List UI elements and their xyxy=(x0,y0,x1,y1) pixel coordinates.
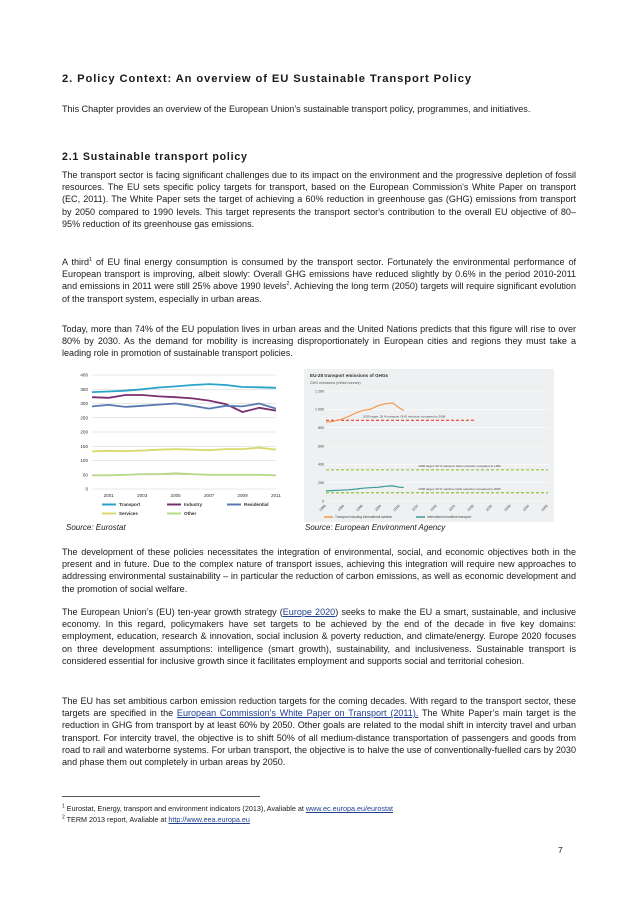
chart-ghg-emissions xyxy=(304,369,554,522)
y-tick-600: 600 xyxy=(318,444,324,449)
y-tick-200: 200 xyxy=(80,429,88,435)
europe-2020-link[interactable]: Europe 2020 xyxy=(282,607,336,617)
x-tick-1990: 1990 xyxy=(318,503,327,513)
white-paper-link[interactable]: European Commission's White Paper on Transport (2011). xyxy=(176,708,419,719)
eea-link[interactable]: http://www.eea.europa.eu xyxy=(168,815,250,824)
series-line-residential xyxy=(92,404,276,409)
y-tick-0: 0 xyxy=(85,486,88,492)
x-tick-2035: 2035 xyxy=(485,503,494,513)
paragraph-5-b: ) seeks to make the EU a smart, sustainable, and inclusive economy. In this regard, policymakers have set targets to be achieved by the end of the decade in five key domains: employment, education, research & innovation, social inclusion & poverty reduction, and climate/energy. Europe 2020 focuses on three development assumptions: intelligence (smart growth), sustainability, and inclusiveness. Sustainable transport is considered essential for inclusive growth since it facilitates employment and supports social and territorial cohesion. xyxy=(62,607,577,666)
footnote-1-text: Eurostat, Energy, transport and environment indicators (2013), Avaliable at xyxy=(66,804,306,813)
paragraph-6 xyxy=(62,695,576,768)
paragraph-6-b: The White Paper’s main target is the reduction in GHG from transport by at least 60% by 2050. Other goals are related to the modal shift in intercity travel and urban transport. For intercity travel, the objective is to shift 50% of all medium-distance transportation of passengers and goods from road to rail and waterborne systems. For urban transport, the objective is to halve the use of conventionally-fuelled cars by 2030 and phase them out completely in urban areas by 2050. xyxy=(62,708,576,768)
page-number: 7 xyxy=(558,845,563,855)
y-tick-350: 350 xyxy=(80,386,88,392)
section-heading: 2. Policy Context: An overview of EU Sustainable Transport Policy xyxy=(62,73,472,85)
target-label-2: 2050 target: 60 % transport GHG reduction compared to 1990 xyxy=(418,463,501,468)
target-label-3: 2050 target: 40 % maritime GHG reduction compared to 2005 xyxy=(418,486,501,491)
chart-y-label: GHG emissions (million tonnes) xyxy=(310,381,361,385)
chart-title: EU-28 transport emissions of GHGs xyxy=(310,373,389,378)
y-tick-300: 300 xyxy=(80,401,88,407)
y-tick-250: 250 xyxy=(80,415,88,421)
legend-label-transport-including-international-aviation: Transport including international aviation xyxy=(335,515,393,519)
footnote-1-number: 1 xyxy=(62,803,65,810)
paragraph-5 xyxy=(62,606,576,667)
chart-background xyxy=(304,369,554,522)
series-lines xyxy=(92,384,276,475)
x-tick-2025: 2025 xyxy=(448,503,457,513)
subsection-heading: 2.1 Sustainable transport policy xyxy=(62,151,248,163)
paragraph-3: Today, more than 74% of the EU population lives in urban areas and the United Nations predicts that this figure will rise to over 80% by 2030. As the demand for mobility is increasing disproportionately in European cities and regions they must take a leading role in promotion of sustainable transport policies. xyxy=(62,324,576,359)
y-tick-200: 200 xyxy=(318,480,324,485)
chart-energy-by-sector xyxy=(62,369,284,522)
x-tick-2005: 2005 xyxy=(374,503,383,513)
x-tick-2015: 2015 xyxy=(411,503,420,513)
source-eea: Source: European Environment Agency xyxy=(305,523,446,532)
paragraph-1: The transport sector is facing significant challenges due to its impact on the environment and the progressive depletion of fossil resources. The EU sets specific policy targets for transport, based on the European Commission's White Paper on transport (EC, 2011). The White Paper sets the target of achieving a 60% reduction in greenhouse gas (GHG) emissions from transport by 2050 compared to 1990 levels. This target represents the transport sector's contribution to the overall EU objective of 80–95% reduction of its greenhouse gas emissions. xyxy=(62,170,576,229)
chart-grid xyxy=(92,375,276,489)
footnote-ref-2[interactable]: 2 xyxy=(286,281,290,288)
footnote-2 xyxy=(62,815,250,824)
x-tick-2030: 2030 xyxy=(466,503,475,513)
x-tick-2001: 2001 xyxy=(103,493,114,498)
x-tick-2010: 2010 xyxy=(392,503,401,513)
x-tick-2045: 2045 xyxy=(522,503,531,513)
x-tick-2007: 2007 xyxy=(203,493,215,498)
x-tick-2040: 2040 xyxy=(503,503,512,513)
legend-label-international-maritime-transport: International maritime transport xyxy=(427,515,472,519)
footnote-ref-1[interactable]: 1 xyxy=(89,256,93,263)
series-line-transport xyxy=(92,384,276,392)
paragraph-6-a: The EU has set ambitious carbon emission reduction targets for the coming decades. With regard to the transport sector, these targets are specified in the xyxy=(62,696,576,719)
y-tick-50: 50 xyxy=(82,472,88,478)
y-tick-1-200: 1 200 xyxy=(315,389,324,394)
paragraph-5-a: The European Union’s (EU) ten-year growth strategy ( xyxy=(62,607,283,617)
y-tick-400: 400 xyxy=(80,372,88,378)
series-line-services xyxy=(92,448,276,452)
x-tick-2000: 2000 xyxy=(355,503,364,513)
y-tick-800: 800 xyxy=(318,425,324,430)
y-tick-100: 100 xyxy=(80,458,88,464)
paragraph-2-c: . Achieving the long term (2050) targets will require significant evolution of the transport system, especially in urban areas. xyxy=(62,281,576,304)
legend-label-industry: Industry xyxy=(184,502,203,507)
legend-label-services: Services xyxy=(119,511,138,516)
legend-label-residential: Residential xyxy=(244,502,269,507)
intro-paragraph: This Chapter provides an overview of the European Union’s sustainable transport policy, programmes, and initiatives. xyxy=(62,104,531,114)
target-label-1: 2030 target: 20 % transport GHG reduction compared to 2008 xyxy=(363,414,446,419)
y-tick-1-000: 1 000 xyxy=(315,407,324,412)
paragraph-2-a: A third xyxy=(62,257,90,267)
footnote-2-number: 2 xyxy=(62,814,65,821)
y-tick-labels xyxy=(80,373,88,492)
y-tick-400: 400 xyxy=(318,462,324,467)
x-tick-2003: 2003 xyxy=(137,493,148,498)
legend-label-other: Other xyxy=(184,511,197,516)
footnote-divider xyxy=(62,796,260,797)
legend-label-transport: Transport xyxy=(119,502,141,507)
x-tick-2020: 2020 xyxy=(429,503,438,513)
x-tick-2050: 2050 xyxy=(540,503,549,513)
x-tick-1995: 1995 xyxy=(337,503,346,513)
y-tick-0: 0 xyxy=(322,499,324,504)
source-eurostat: Source: Eurostat xyxy=(66,523,126,532)
y-tick-150: 150 xyxy=(80,443,88,449)
footnote-1 xyxy=(62,804,393,813)
chart-legend xyxy=(102,502,269,516)
paragraph-2-b: of EU final energy consumption is consumed by the transport sector. Fortunately the environmental performance of European transport is improving, albeit slowly: Overall GHG emissions have reduced slightly by 0.6% in the period 2010-2011 and emissions in 2011 were still 25% above 1990 levels xyxy=(62,257,576,292)
eurostat-link[interactable]: www.ec.europa.eu/eurostat xyxy=(305,804,393,813)
paragraph-4: The development of these policies necessitates the integration of environmental, social, and economic objectives both in the present and in future. Due to the complex nature of transport issues, achieving this integration will require new approaches to addressing environmental sustainability – in particular the reduction of carbon emissions, as well as economic development and the promotion of social welfare. xyxy=(62,547,576,594)
x-tick-2005: 2005 xyxy=(170,493,181,498)
x-tick-2009: 2009 xyxy=(237,493,248,498)
footnote-2-text: TERM 2013 report, Avaliable at xyxy=(66,815,169,824)
x-tick-2011: 2011 xyxy=(271,493,281,498)
x-tick-labels xyxy=(104,493,282,498)
paragraph-2 xyxy=(62,256,576,305)
